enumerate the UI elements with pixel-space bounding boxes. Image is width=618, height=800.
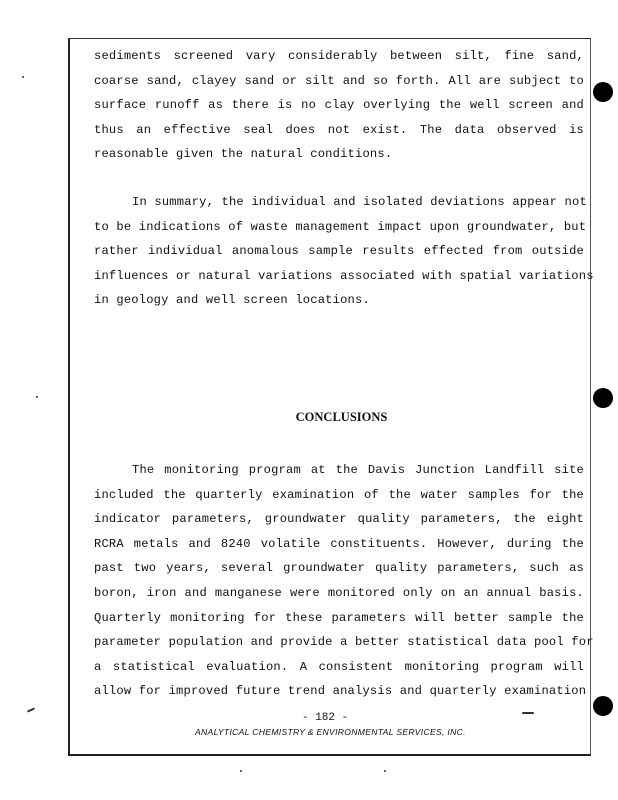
text-line: thus an effective seal does not exist. The data observed is (94, 122, 584, 137)
scan-speck (36, 396, 38, 398)
binder-hole-icon (593, 696, 613, 716)
text-line: The monitoring program at the Davis Junction Landfill site (132, 463, 584, 477)
paragraph-2 (94, 190, 594, 313)
binder-hole-icon (593, 82, 613, 102)
text-line: rather individual anomalous sample results effected from outside (94, 244, 584, 259)
text-line: indicator parameters, groundwater quality parameters, the eight (94, 512, 584, 527)
scan-speck (22, 76, 24, 78)
text-line: allow for improved future trend analysis and quarterly examination (94, 684, 587, 699)
scan-speck (384, 770, 386, 772)
text-line: to be indications of waste management impact upon groundwater, but (94, 219, 587, 234)
scan-speck (27, 707, 35, 712)
paragraph-3 (94, 458, 594, 704)
text-line: boron, iron and manganese were monitored only on an annual basis. (94, 585, 584, 600)
page-number: - 182 - (302, 712, 349, 724)
binder-hole-icon (593, 388, 613, 408)
text-line: reasonable given the natural conditions. (94, 147, 393, 162)
section-heading: CONCLUSIONS (295, 410, 388, 424)
text-line: Quarterly monitoring for these parameters will better sample the (94, 610, 584, 625)
text-line: included the quarterly examination of the water samples for the (94, 487, 584, 502)
scan-speck (522, 712, 534, 714)
text-line: In summary, the individual and isolated deviations appear not (132, 195, 587, 209)
text-line: coarse sand, clayey sand or silt and so forth. All are subject to (94, 73, 584, 88)
text-line: sediments screened vary considerably between silt, fine sand, (94, 49, 584, 63)
text-line: parameter population and provide a better statistical data pool for (94, 635, 594, 650)
text-line: in geology and well screen locations. (94, 293, 370, 308)
text-line: influences or natural variations associated with spatial variations (94, 268, 594, 283)
footer-company: ANALYTICAL CHEMISTRY & ENVIRONMENTAL SERVICES, INC. (195, 727, 466, 737)
paragraph-1 (94, 44, 584, 167)
text-line: a statistical evaluation. A consistent monitoring program will (94, 659, 584, 674)
text-line: RCRA metals and 8240 volatile constituents. However, during the (94, 536, 584, 551)
text-line: past two years, several groundwater quality parameters, such as (94, 561, 584, 576)
scan-speck (240, 770, 242, 772)
text-line: surface runoff as there is no clay overlying the well screen and (94, 98, 584, 113)
